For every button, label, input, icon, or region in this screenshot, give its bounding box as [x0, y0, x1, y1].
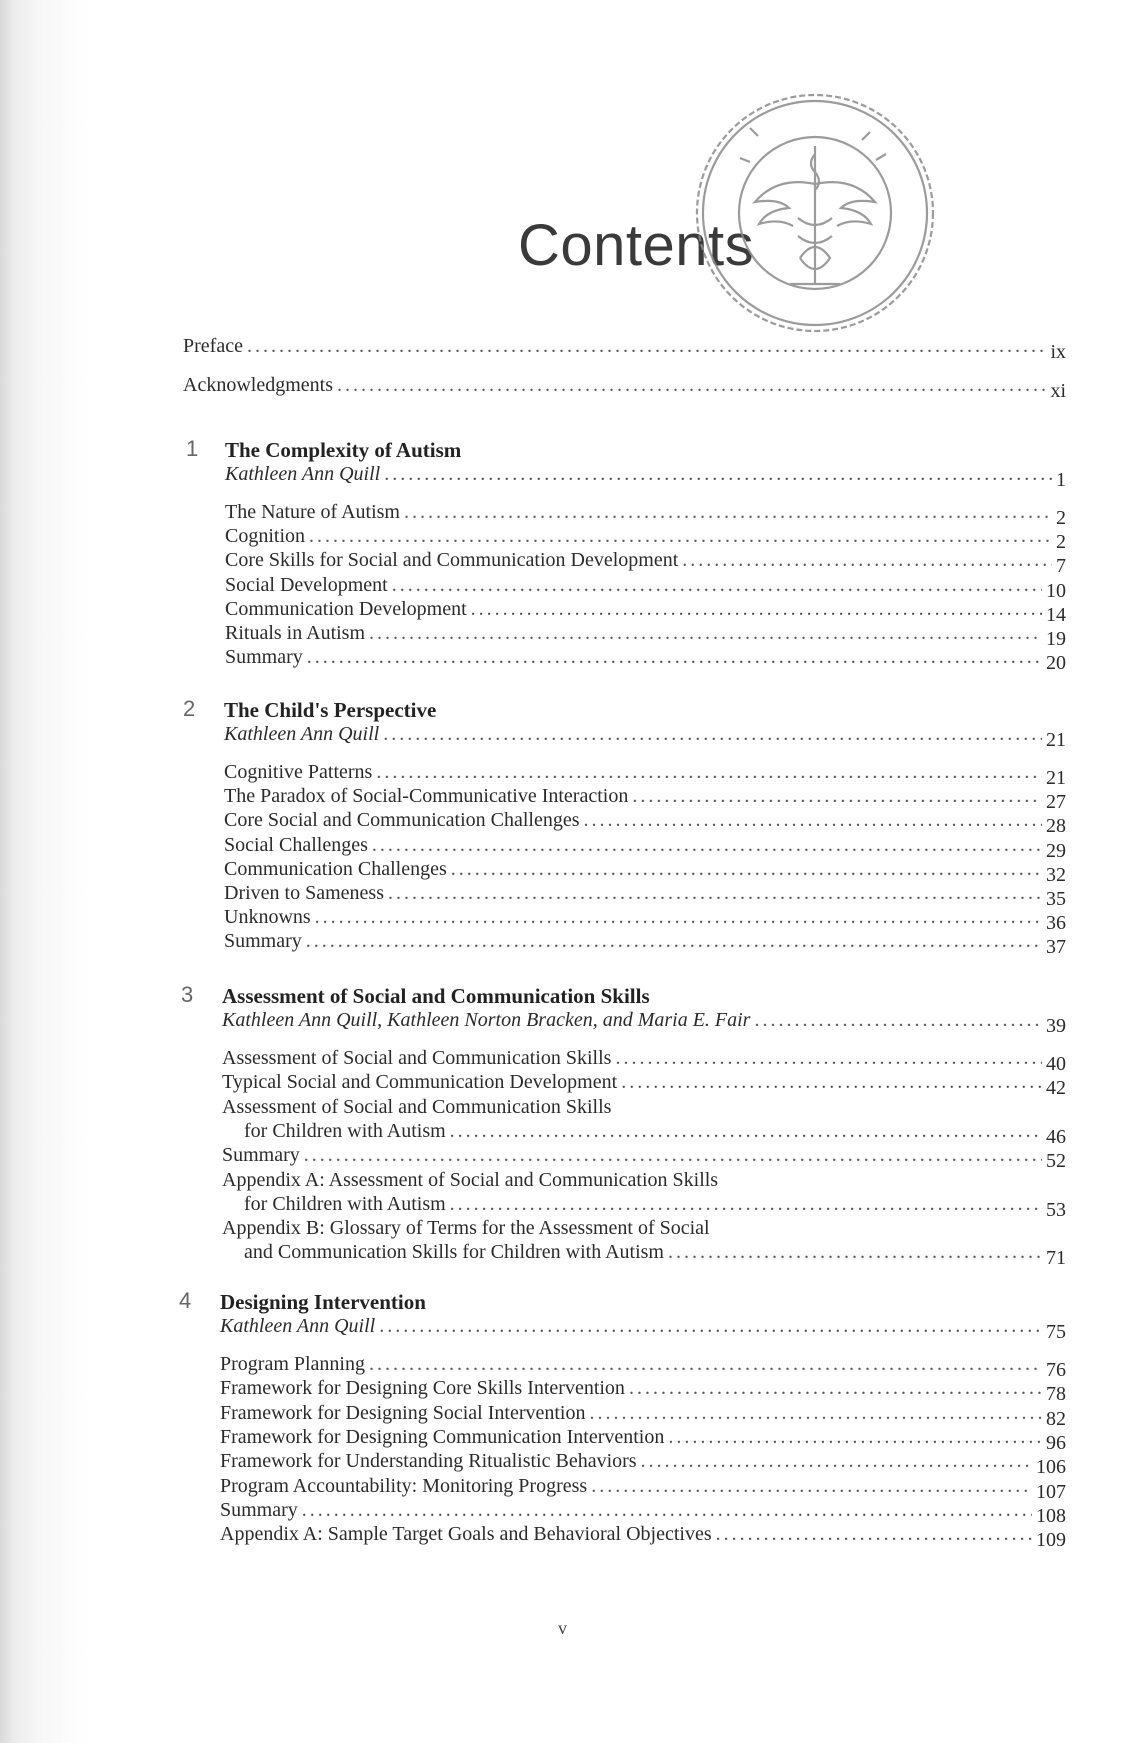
entry-label-first-line: Assessment of Social and Communication Skills [222, 1095, 612, 1118]
dot-leader [369, 621, 1042, 645]
toc-section-entry [224, 833, 1066, 862]
dot-leader [450, 1192, 1042, 1216]
entry-label: Program Planning [220, 1353, 365, 1375]
dot-leader [372, 833, 1042, 857]
toc-section-entry [244, 1240, 1066, 1270]
entry-label: Kathleen Ann Quill [225, 463, 381, 485]
dot-leader [307, 645, 1042, 669]
entry-label: Rituals in Autism [225, 622, 366, 644]
dot-leader [306, 929, 1042, 953]
entry-label: Framework for Understanding Ritualistic Behaviors [220, 1450, 637, 1473]
entry-label: Framework for Designing Communication Intervention [220, 1425, 665, 1448]
entry-page-number: 109 [1036, 1529, 1066, 1552]
entry-label: Cognitive Patterns [224, 761, 373, 783]
toc-section-entry [222, 1070, 1066, 1100]
entry-page-number: 76 [1046, 1359, 1066, 1381]
chapter-title: The Child's Perspective [224, 698, 437, 722]
toc-section-entry [220, 1425, 1066, 1454]
dot-leader [247, 334, 1046, 358]
entry-page-number: 35 [1046, 888, 1066, 910]
entry-label: Cognition [225, 525, 306, 548]
dot-leader [754, 1008, 1042, 1032]
dot-leader [383, 722, 1042, 746]
entry-label: Driven to Sameness [224, 882, 384, 904]
dot-leader [315, 905, 1042, 929]
entry-page-number: xi [1050, 380, 1066, 402]
entry-page-number: 82 [1046, 1407, 1066, 1430]
toc-section-entry [225, 573, 1066, 602]
dot-leader [584, 808, 1043, 832]
entry-page-number: 20 [1046, 652, 1066, 675]
dot-leader [641, 1449, 1032, 1473]
entry-label: Preface [183, 335, 243, 357]
entry-label: Summary [224, 930, 302, 953]
entry-label: Communication Challenges [224, 857, 447, 880]
entry-page-number: 2 [1056, 507, 1066, 529]
entry-label: Social Development [225, 573, 388, 596]
page-folio: v [558, 1618, 567, 1638]
toc-entry-acknowledgments [183, 373, 1066, 402]
entry-label: for Children with Autism [244, 1119, 446, 1142]
toc-section-entry [225, 645, 1066, 675]
toc-section-entry [224, 857, 1066, 886]
entry-page-number: 108 [1036, 1504, 1066, 1527]
toc-section-entry [225, 621, 1066, 650]
toc-section-entry [220, 1498, 1066, 1527]
chapter-number: 2 [183, 696, 196, 721]
entry-page-number: 53 [1046, 1198, 1066, 1221]
entry-label: Kathleen Ann Quill [220, 1315, 376, 1337]
entry-page-number: 32 [1046, 863, 1066, 886]
entry-page-number: 7 [1056, 555, 1066, 578]
entry-label: Assessment of Social and Communication Skills [222, 1047, 612, 1069]
toc-section-entry [220, 1474, 1066, 1503]
entry-page-number: 37 [1046, 936, 1066, 959]
dot-leader [621, 1070, 1042, 1094]
entry-label: Kathleen Ann Quill [224, 723, 380, 745]
chapter-author-entry [225, 462, 1066, 491]
toc-section-entry [220, 1376, 1066, 1406]
toc-section-entry [224, 784, 1066, 814]
entry-label-first-line: Appendix A: Assessment of Social and Communication Skills [222, 1168, 719, 1191]
page-title: Contents [518, 213, 755, 278]
entry-page-number: ix [1050, 341, 1066, 363]
chapter-title: The Complexity of Autism [225, 438, 462, 462]
entry-label: Summary [225, 646, 303, 669]
entry-label: Typical Social and Communication Development [222, 1071, 618, 1094]
chapter-number: 1 [186, 436, 199, 461]
entry-label: for Children with Autism [244, 1192, 446, 1215]
entry-label: Core Social and Communication Challenges [224, 809, 580, 832]
chapter-author-entry [222, 1008, 1066, 1037]
entry-label: The Paradox of Social-Communicative Interaction [224, 785, 629, 808]
dot-leader [384, 462, 1052, 486]
dot-leader [309, 524, 1052, 548]
entry-label: Acknowledgments [183, 374, 333, 396]
toc-section-entry [222, 1143, 1066, 1173]
entry-page-number: 36 [1046, 912, 1066, 935]
dot-leader [337, 373, 1046, 397]
dot-leader [589, 1401, 1042, 1425]
entry-label: Appendix A: Sample Target Goals and Behavioral Objectives [220, 1523, 712, 1546]
entry-page-number: 2 [1056, 531, 1066, 554]
entry-page-number: 75 [1046, 1321, 1066, 1343]
entry-page-number: 78 [1046, 1383, 1066, 1406]
dot-leader [682, 548, 1052, 572]
entry-label: Summary [220, 1498, 298, 1521]
entry-page-number: 27 [1046, 791, 1066, 814]
toc-section-entry [220, 1401, 1066, 1430]
dot-leader [302, 1498, 1032, 1522]
dot-leader [304, 1143, 1042, 1167]
entry-page-number: 28 [1046, 815, 1066, 838]
entry-page-number: 96 [1046, 1431, 1066, 1454]
toc-section-entry [224, 905, 1066, 935]
toc-section-entry [224, 881, 1066, 910]
dot-leader [471, 597, 1042, 621]
entry-label: Program Accountability: Monitoring Progress [220, 1474, 588, 1497]
entry-label: Social Challenges [224, 833, 368, 856]
chapter-title: Assessment of Social and Communication Skills [222, 984, 650, 1008]
entry-page-number: 52 [1046, 1150, 1066, 1173]
entry-label: Framework for Designing Social Intervention [220, 1401, 586, 1424]
entry-label: Kathleen Ann Quill, Kathleen Norton Bracken, and Maria E. Fair [222, 1009, 751, 1031]
toc-section-entry [244, 1192, 1066, 1221]
dot-leader [379, 1314, 1042, 1338]
chapter-number: 4 [179, 1288, 192, 1313]
entry-label: The Nature of Autism [225, 501, 400, 523]
chapter-author-entry [224, 722, 1066, 751]
toc-section-entry [224, 808, 1066, 838]
entry-label: Communication Development [225, 597, 467, 620]
entry-page-number: 39 [1046, 1015, 1066, 1037]
toc-section-entry [225, 500, 1066, 529]
toc-section-entry [224, 760, 1066, 789]
dot-leader [615, 1046, 1042, 1070]
toc-section-entry [222, 1046, 1066, 1075]
entry-page-number: 14 [1046, 603, 1066, 626]
dot-leader [668, 1240, 1042, 1264]
entry-label: and Communication Skills for Children with Autism [244, 1241, 664, 1264]
dot-leader [451, 857, 1042, 881]
chapter-author-entry [220, 1314, 1066, 1343]
entry-label: Framework for Designing Core Skills Intervention [220, 1377, 625, 1400]
dot-leader [392, 573, 1042, 597]
chapter-number: 3 [181, 982, 194, 1007]
toc-section-entry [220, 1352, 1066, 1381]
toc-entry-preface [183, 334, 1066, 363]
dot-leader [632, 784, 1042, 808]
toc-section-entry [225, 548, 1066, 578]
entry-page-number: 40 [1046, 1053, 1066, 1075]
entry-page-number: 29 [1046, 839, 1066, 862]
entry-page-number: 19 [1046, 628, 1066, 650]
toc-section-entry [224, 929, 1066, 959]
toc-section-entry [225, 597, 1066, 626]
entry-page-number: 1 [1056, 469, 1066, 491]
toc-section-entry [244, 1119, 1066, 1148]
dot-leader [716, 1522, 1032, 1546]
dot-leader [591, 1474, 1032, 1498]
entry-label: Summary [222, 1144, 300, 1167]
entry-label: Unknowns [224, 906, 311, 929]
dot-leader [629, 1376, 1042, 1400]
dot-leader [376, 760, 1042, 784]
dot-leader [404, 500, 1052, 524]
entry-page-number: 21 [1046, 767, 1066, 789]
entry-page-number: 107 [1036, 1480, 1066, 1503]
dot-leader [369, 1352, 1042, 1376]
library-stamp [690, 88, 940, 338]
entry-label-first-line: Appendix B: Glossary of Terms for the Assessment of Social [222, 1217, 710, 1240]
entry-page-number: 10 [1046, 579, 1066, 602]
dot-leader [450, 1119, 1042, 1143]
entry-page-number: 106 [1036, 1456, 1066, 1479]
toc-section-entry [220, 1449, 1066, 1479]
dot-leader [388, 881, 1042, 905]
dot-leader [668, 1425, 1042, 1449]
entry-page-number: 46 [1046, 1125, 1066, 1148]
entry-page-number: 71 [1046, 1247, 1066, 1270]
entry-page-number: 42 [1046, 1077, 1066, 1100]
toc-section-entry [220, 1522, 1066, 1552]
chapter-title: Designing Intervention [220, 1290, 426, 1314]
toc-section-entry [225, 524, 1066, 554]
entry-label: Core Skills for Social and Communication Development [225, 549, 679, 572]
entry-page-number: 21 [1046, 729, 1066, 751]
